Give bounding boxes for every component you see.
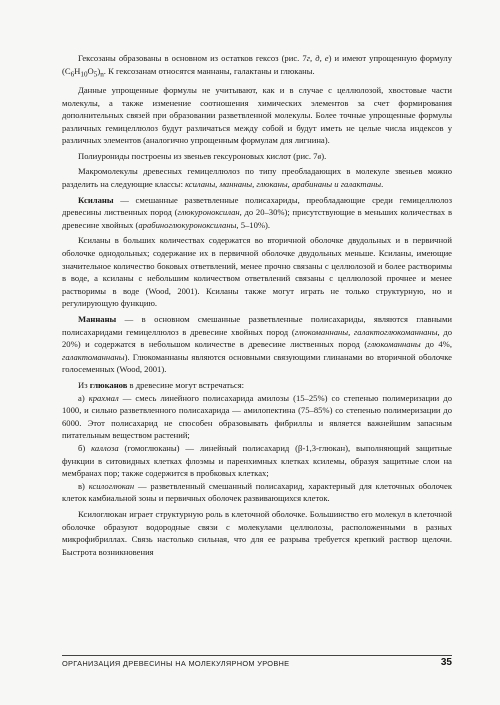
list-item-starch <box>62 392 452 442</box>
paragraph-polyuronides <box>62 150 452 163</box>
text-run: , до 20–30%); присутствующие в меньших количествах в древесине хвойных ( <box>62 207 453 230</box>
page-body <box>62 52 452 558</box>
formula-subscript: 5 <box>93 70 98 79</box>
text-run: H <box>74 65 81 76</box>
paragraph-xylans-detail: Ксиланы в больших количествах содержатся во вторичной оболочке двудольных и в первичной оболочке однодольных; содержание их в первичной оболочке двудольных меньше. Ксиланы, имеющие значительное количество боковых ответвлений, менее прочно связаны с целлюлозой и более растворимы в воде, а ксиланы с небольшим количеством ответвлений связаны с целлюлозой прочнее и менее растворимы в воде (Wood, 2001). Ксиланы также могут играть не только структурную, но и регулирующую функцию. <box>62 235 452 309</box>
italic-term: глюкоманнаны, галактоглюкоманнаны <box>294 326 438 337</box>
formula-subscript: 6 <box>70 70 75 79</box>
running-title: ОРГАНИЗАЦИЯ ДРЕВЕСИНЫ НА МОЛЕКУЛЯРНОМ УРОВНЕ <box>62 659 290 668</box>
list-item-xyloglucan <box>62 480 452 505</box>
italic-term: галактоманнаны <box>62 351 125 362</box>
italic-term: глюкоманнаны <box>367 339 421 350</box>
text-run: ) <box>97 65 101 76</box>
text-run: ). <box>321 150 327 161</box>
paragraph-hexosans <box>62 52 452 81</box>
text-run: — в основном смешанные разветвленные полисахариды, являются главными полисахаридами гемицеллюлоз в древесине хвойных пород ( <box>62 314 452 337</box>
italic-term: арабиноглюкуроноксиланы <box>138 219 237 230</box>
list-marker: а) <box>78 392 89 403</box>
paragraph-glucans-intro <box>62 379 452 392</box>
text-run: , 5–10%). <box>236 219 271 230</box>
page-number: 35 <box>440 657 452 668</box>
page-footer <box>62 655 452 670</box>
term-glucans: глюканов <box>89 379 128 390</box>
text-run: в древесине могут встречаться: <box>127 379 245 390</box>
paragraph-formulas: Данные упрощенные формулы не учитывают, как и в случае с целлюлозой, хвостовые части молекулы, а также изменение соотношения химических элементов за счет формирования дополнительных связей при образовании разветвленной молекулы. Более точные упрощенные формулы различных гемицеллюлоз будут различаться между собой и будут иметь не целые числа индексов у различных элементов (аналогично упрощенным формулам для лигнина). <box>62 84 452 146</box>
class-list: ксиланы, маннаны, глюканы, арабинаны и галактаны <box>185 179 382 190</box>
list-marker: б) <box>78 442 92 453</box>
text-run: ). Глюкоманнаны являются основными связующими глинанами во вторичной оболочке голосеменных (Wood, 2001). <box>62 351 452 375</box>
text-run: Из <box>78 379 90 390</box>
list-marker: в) <box>78 480 89 491</box>
text-run: до 4%, <box>420 339 452 350</box>
italic-term: крахмал <box>88 392 119 403</box>
paragraph-mannans <box>62 313 452 376</box>
text-run: — смешанные разветвленные полисахариды, преобладающие среди гемицеллюлоз древесины лиственных пород ( <box>62 194 452 218</box>
text-run: O <box>87 65 94 76</box>
formula-subscript: n <box>100 70 104 79</box>
text-run: ) и имеют упрощенную формулу (C <box>62 53 453 76</box>
text-run: . <box>381 179 384 190</box>
figure-ref: г, д, е <box>306 53 329 63</box>
paragraph-classes <box>62 165 452 190</box>
formula-subscript: 10 <box>80 70 88 79</box>
text-run: Макромолекулы древесных гемицеллюлоз по типу преобладающих в молекуле звеньев можно разделить на следующие классы: <box>62 166 452 190</box>
list-item-callose <box>62 442 452 480</box>
text-run: (гомоглюканы) — линейный полисахарид (β-1,3-глюкан), выполняющий защитные функции в ситовидных клетках флоэмы и паренхимных клетках ксилемы, образуя защитные слои на мембранах пор; также содержится в пробковых клетках; <box>62 442 452 479</box>
italic-term: ксилоглюкан <box>88 480 135 491</box>
text-run: . К гексозанам относятся маннаны, галактаны и глюканы. <box>103 65 315 76</box>
italic-term: глюкуроноксилан <box>177 207 240 218</box>
term-mannans: Маннаны <box>78 314 117 324</box>
term-xylans: Ксиланы <box>78 194 114 205</box>
paragraph-xylans <box>62 194 452 232</box>
figure-ref: в <box>317 150 322 161</box>
paragraph-xyloglucan-role: Ксилоглюкан играет структурную роль в клеточной оболочке. Большинство его молекул в клеточной оболочке образуют водородные связи с молекулами целлюлозы, расположенными в разных микрофибриллах. Связь настолько сильная, что для ее разрыва требуется крепкий раствор щелочи. Быстрота возникновения <box>62 508 452 557</box>
text-run: , до 20%) и содержатся в небольшом количестве в древесине лиственных пород ( <box>62 326 453 350</box>
italic-term: каллоза <box>91 442 119 453</box>
text-run: — разветвленный смешанный полисахарид, характерный для клеточных оболочек клеток камбиальной зоны и первичных оболочек развивающихся клеток. <box>62 480 452 504</box>
text-run: — смесь линейного полисахарида амилозы (15–25%) со степенью полимеризации до 1000, и сильно разветвленного полисахарида — амилопектина (75–85%) со степенью полимеризации до 6000. Этот полисахарид не способен образовывать фибриллы и является важнейшим запасным питательным веществом растений; <box>62 392 453 441</box>
text-run: Полиурониды построены из звеньев гексуроновых кислот (рис. 7 <box>78 150 318 161</box>
text-run: Гексозаны образованы в основном из остатков гексоз (рис. 7 <box>78 53 307 63</box>
